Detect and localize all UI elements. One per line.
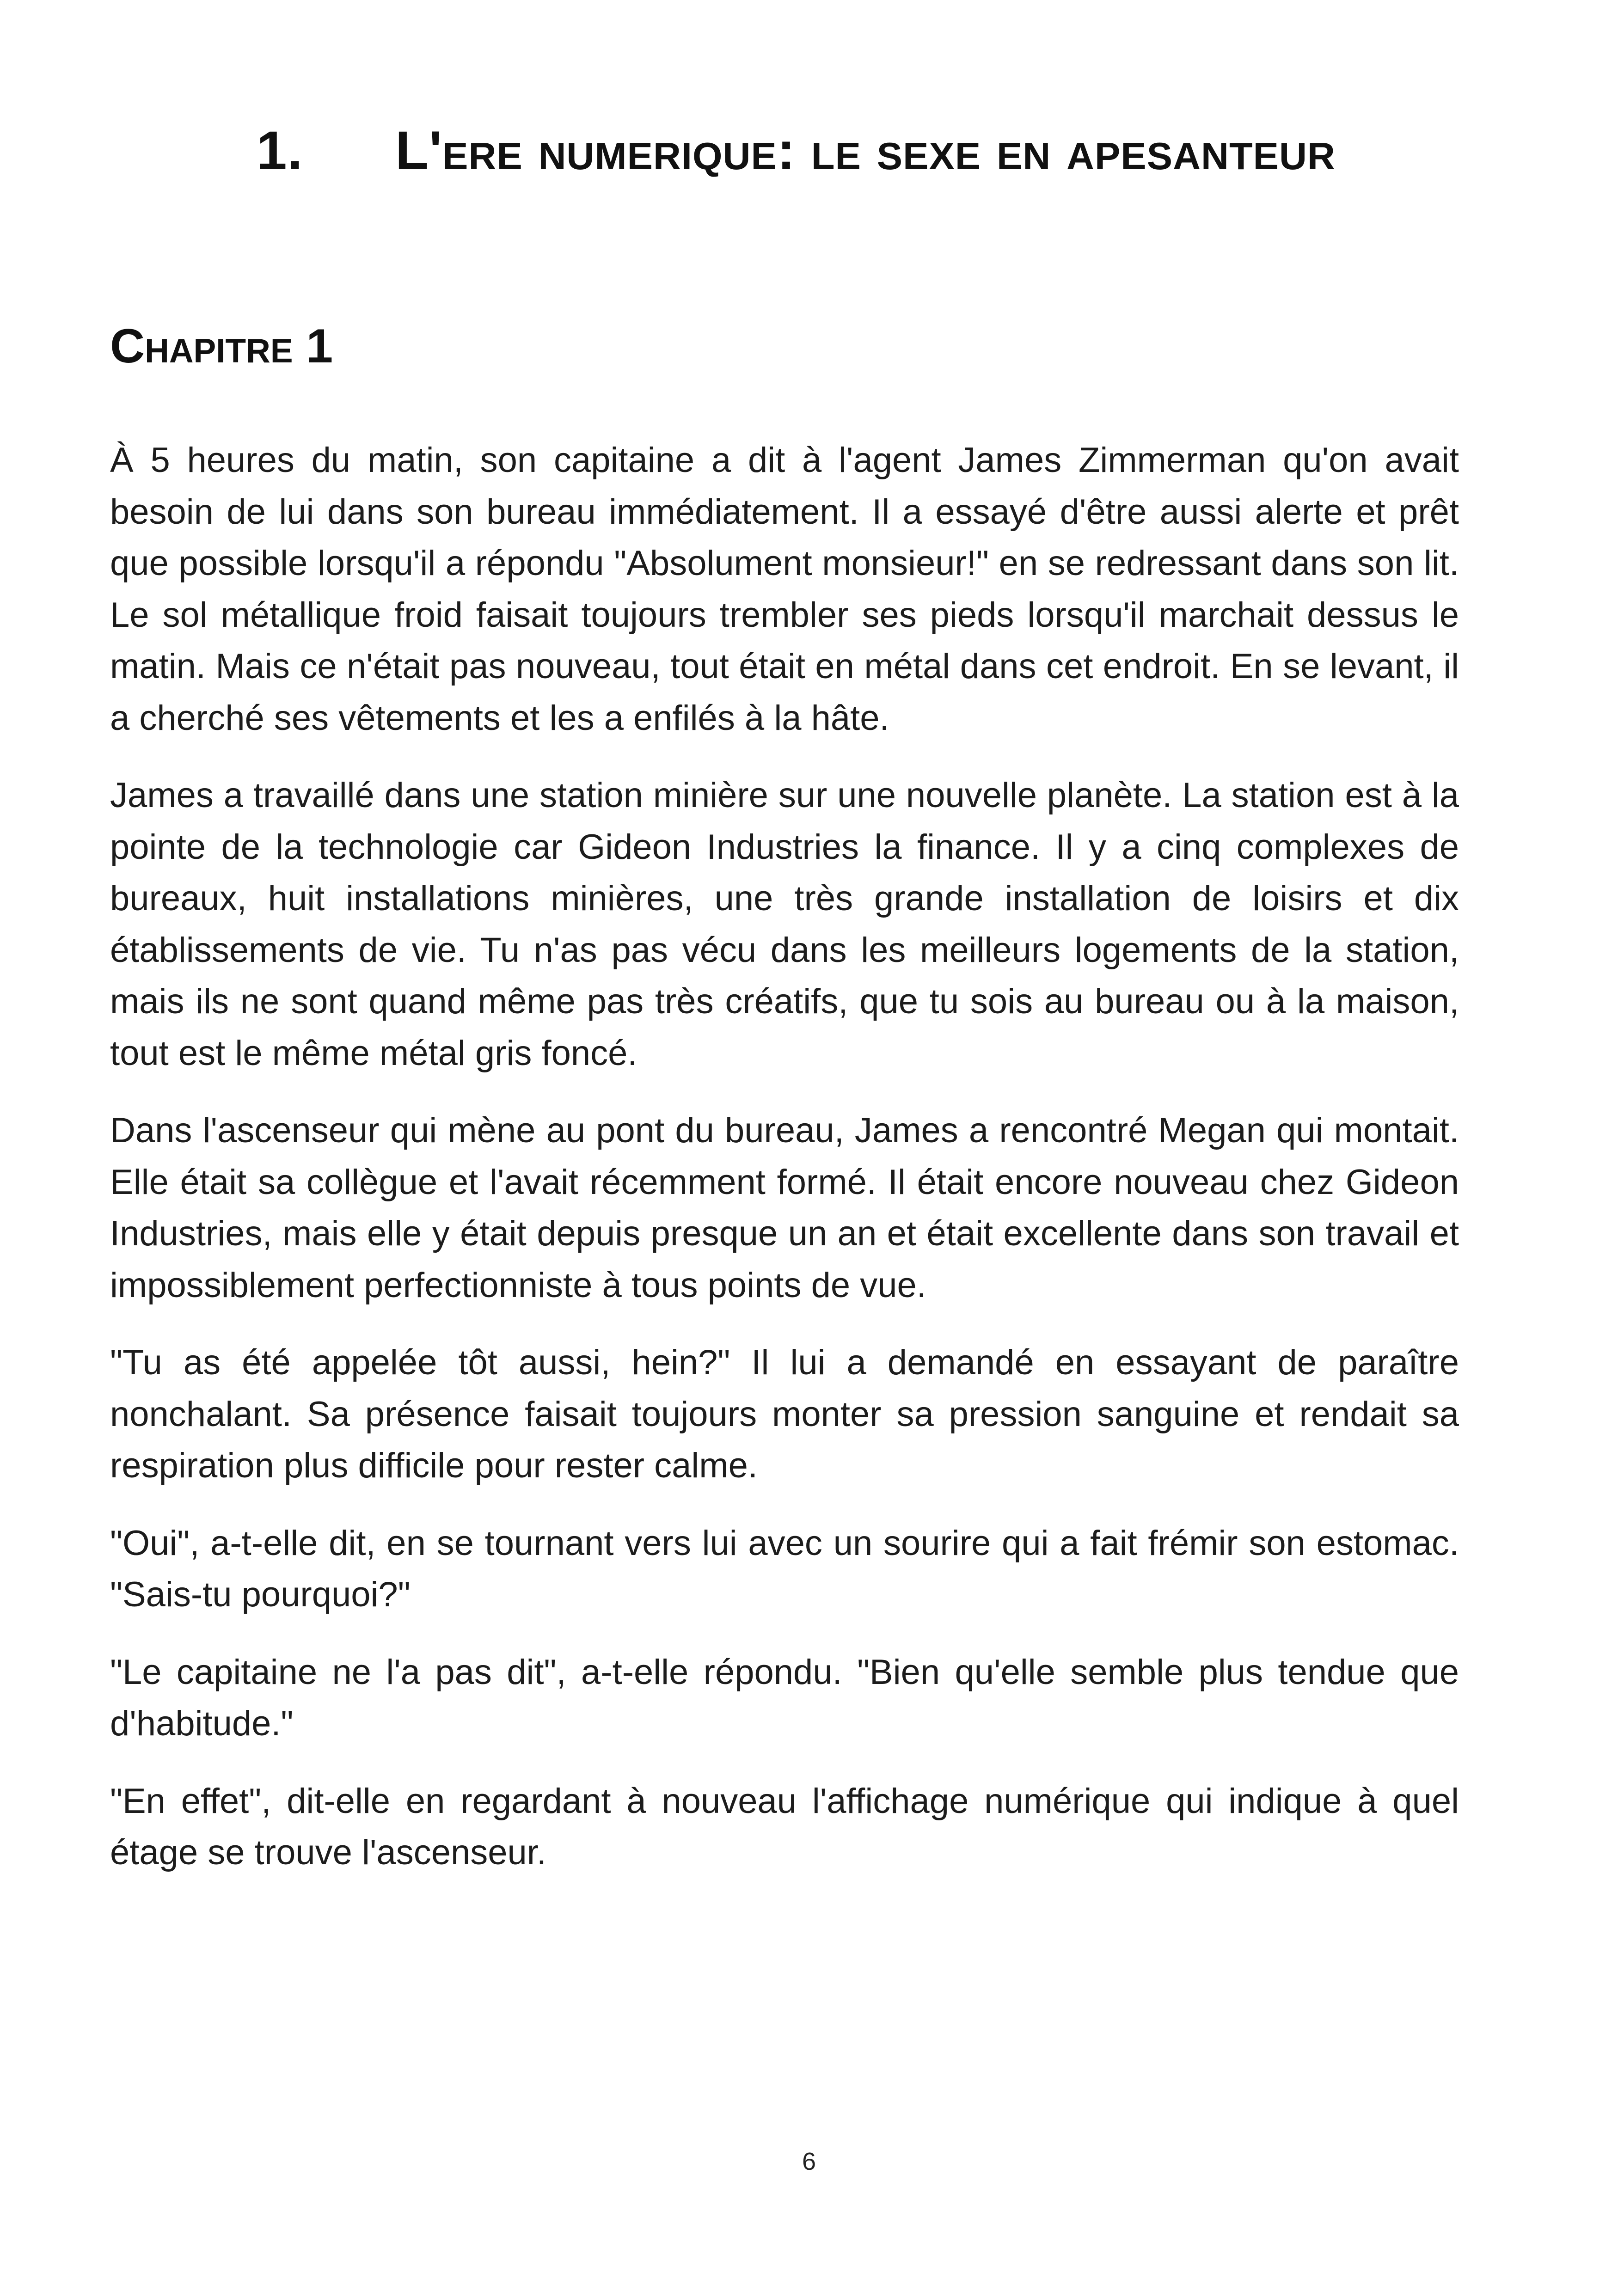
body-text bbox=[110, 435, 1459, 1904]
page-number: 6 bbox=[802, 2148, 816, 2175]
part-heading bbox=[257, 119, 1505, 182]
paragraph: "Tu as été appelée tôt aussi, hein?" Il lui a demandé en essayant de paraître nonchalant. Sa présence faisait toujours monter sa pression sanguine et rendait sa respiration plus difficile pour rester calme. bbox=[110, 1343, 1459, 1485]
paragraph: À 5 heures du matin, son capitaine a dit à l'agent James Zimmerman qu'on avait besoin de lui dans son bureau immédiatement. Il a essayé d'être aussi alerte et prêt que possible lorsqu'il a répondu "Absolument monsieur!" en se redressant dans son lit. Le sol métallique froid faisait toujours trembler ses pieds lorsqu'il marchait dessus le matin. Mais ce n'était pas nouveau, tout était en métal dans cet endroit. En se levant, il a cherché ses vêtements et les a enfilés à la hâte. bbox=[110, 441, 1459, 738]
part-title: L'ere numerique: le sexe en apesanteur bbox=[395, 120, 1336, 181]
paragraph: Dans l'ascenseur qui mène au pont du bureau, James a rencontré Megan qui montait. Elle était sa collègue et l'avait récemment formé. Il était encore nouveau chez Gideon Industries, mais elle y était depuis presque un an et était excellente dans son travail et impossiblement perfectionniste à tous points de vue. bbox=[110, 1111, 1459, 1305]
chapter-title: Chapitre 1 bbox=[110, 319, 333, 373]
paragraph: James a travaillé dans une station minière sur une nouvelle planète. La station est à la pointe de la technologie car Gideon Industries la finance. Il y a cinq complexes de bureaux, huit installations minières, une très grande installation de loisirs et dix établissements de vie. Tu n'as pas vécu dans les meilleurs logements de la station, mais ils ne sont quand même pas très créatifs, que tu sois au bureau ou à la maison, tout est le même métal gris foncé. bbox=[110, 776, 1459, 1073]
paragraph: "Oui", a-t-elle dit, en se tournant vers lui avec un sourire qui a fait frémir son estomac. "Sais-tu pourquoi?" bbox=[110, 1523, 1459, 1614]
paragraph: "En effet", dit-elle en regardant à nouveau l'affichage numérique qui indique à quel étage se trouve l'ascenseur. bbox=[110, 1781, 1459, 1872]
paragraph: "Le capitaine ne l'a pas dit", a-t-elle répondu. "Bien qu'elle semble plus tendue que d'habitude." bbox=[110, 1652, 1459, 1743]
part-number: 1. bbox=[257, 120, 303, 181]
